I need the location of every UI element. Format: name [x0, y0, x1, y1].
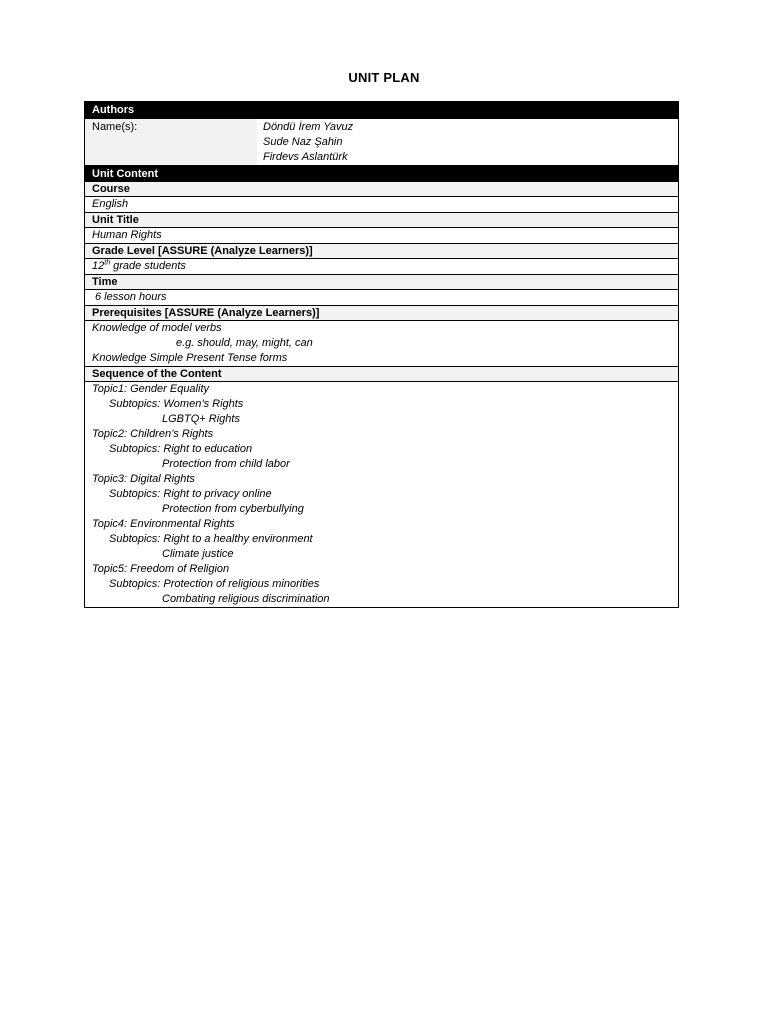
- topic-title: Topic2: Children’s Rights: [92, 428, 214, 440]
- authors-row: [85, 118, 678, 165]
- topic-title: Topic5: Freedom of Religion: [92, 563, 230, 575]
- grade-level-label: Grade Level [ASSURE (Analyze Learners)]: [85, 243, 678, 258]
- author-name: Firdevs Aslantürk: [263, 151, 348, 163]
- unit-content-header: Unit Content: [85, 165, 678, 181]
- author-name: Sude Naz Şahin: [263, 136, 343, 148]
- author-name: Döndü İrem Yavuz: [263, 121, 354, 133]
- prereq-line: e.g. should, may, might, can: [176, 337, 313, 349]
- subtopic-line: Subtopics: Protection of religious minorities: [109, 578, 320, 590]
- subtopic-line: Subtopics: Right to privacy online: [109, 488, 272, 500]
- names-list: [257, 119, 678, 165]
- course-text: English: [92, 198, 129, 210]
- authors-header: Authors: [85, 102, 678, 118]
- page-title: UNIT PLAN: [348, 70, 420, 85]
- course-label: Course: [85, 181, 678, 196]
- sequence-label: Sequence of the Content: [85, 366, 678, 381]
- subtopic-line: Subtopics: Right to education: [109, 443, 253, 455]
- subtopic-line: Subtopics: Right to a healthy environment: [109, 533, 313, 545]
- subtopic-line: LGBTQ+ Rights: [162, 413, 240, 425]
- prerequisites-value: [85, 320, 678, 366]
- unit-title-label: Unit Title: [85, 212, 678, 227]
- subtopic-line: Protection from child labor: [162, 458, 290, 470]
- time-text: 6 lesson hours: [95, 291, 167, 303]
- unit-title-text: Human Rights: [92, 229, 162, 241]
- topic-title: Topic4: Environmental Rights: [92, 518, 235, 530]
- grade-level-value: [85, 258, 678, 274]
- grade-level-text: [92, 259, 671, 274]
- subtopic-line: Combating religious discrimination: [162, 593, 330, 605]
- course-value: [85, 196, 678, 212]
- unit-title-value: [85, 227, 678, 243]
- unit-plan-table: [84, 101, 679, 608]
- sequence-value: [85, 381, 678, 607]
- grade-ordinal-suffix: th: [104, 259, 111, 267]
- topic-title: Topic3: Digital Rights: [92, 473, 195, 485]
- prereq-line: Knowledge of model verbs: [92, 322, 222, 334]
- time-label: Time: [85, 274, 678, 289]
- subtopic-line: Protection from cyberbullying: [162, 503, 304, 515]
- time-value: [85, 289, 678, 305]
- prerequisites-label: Prerequisites [ASSURE (Analyze Learners)]: [85, 305, 678, 320]
- names-label: Name(s):: [85, 119, 257, 165]
- grade-rest: grade students: [110, 260, 186, 272]
- subtopic-line: Subtopics: Women’s Rights: [109, 398, 244, 410]
- topic-title: Topic1: Gender Equality: [92, 383, 209, 395]
- grade-number: 12: [92, 260, 105, 272]
- subtopic-line: Climate justice: [162, 548, 234, 560]
- prereq-line: Knowledge Simple Present Tense forms: [92, 352, 288, 364]
